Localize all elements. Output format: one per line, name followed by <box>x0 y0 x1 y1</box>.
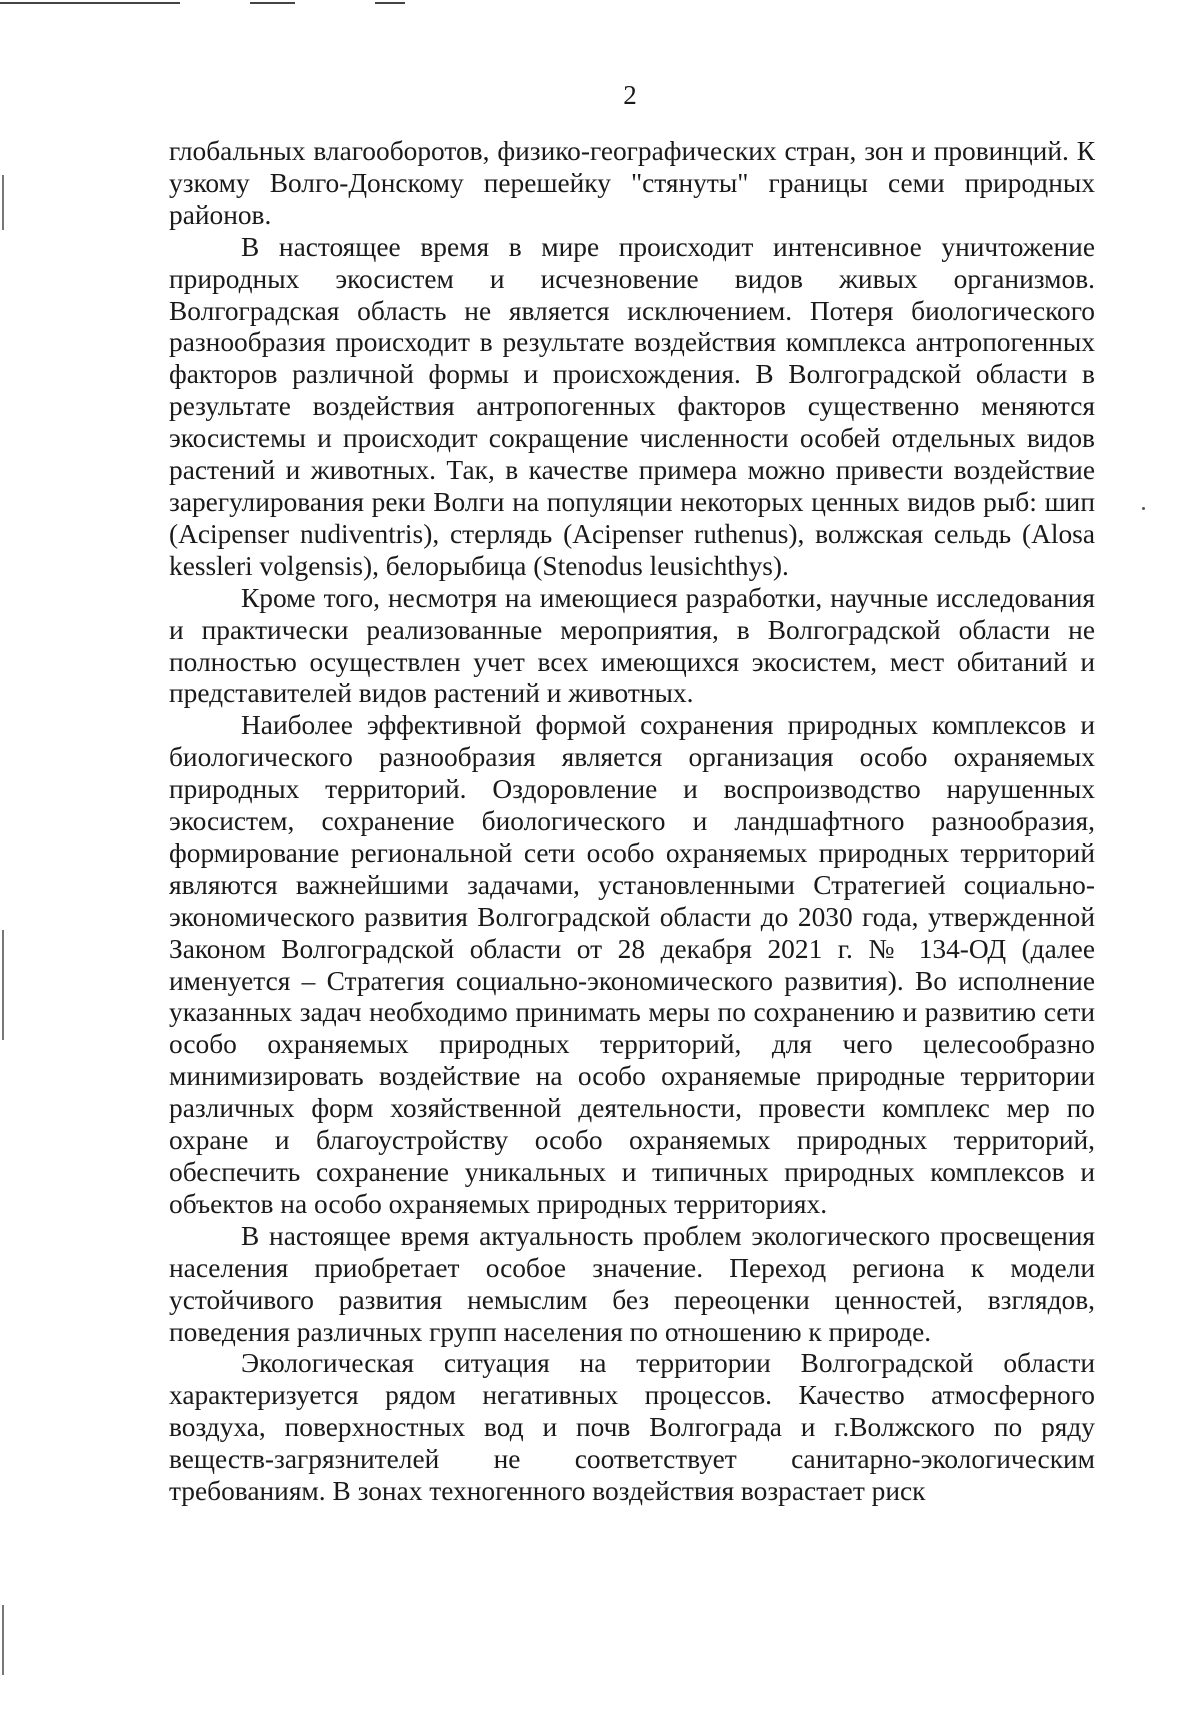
document-body <box>169 136 1095 1508</box>
paragraph: Наиболее эффективной формой сохранения природных комплексов и биологического разнообразия является организация особо охраняемых природных территорий. Оздоровление и воспроизводство нарушенных экосистем, сохранение биологического и ландшафтного разнообразия, формирование региональной сети особо охраняемых природных территорий являются важнейшими задачами, установленными Стратегией социально-экономического развития Волгоградской области до 2030 года, утвержденной Законом Волгоградской области от 28 декабря 2021 г. № 134-ОД (далее именуется – Стратегия социально-экономического развития). Во исполнение указанных задач необходимо принимать меры по сохранению и развитию сети особо охраняемых природных территорий, для чего целесообразно минимизировать воздействие на особо охраняемые природные территории различных форм хозяйственной деятельности, провести комплекс мер по охране и благоустройству особо охраняемых природных территорий, обеспечить сохранение уникальных и типичных природных комплексов и объектов на особо охраняемых природных территориях. <box>169 710 1095 1219</box>
paragraph: В настоящее время в мире происходит интенсивное уничтожение природных экосистем и исчезновение видов живых организмов. Волгоградская область не является исключением. Потеря биологического разнообразия происходит в результате воздействия комплекса антропогенных факторов различной формы и происхождения. В Волгоградской области в результате воздействия антропогенных факторов существенно меняются экосистемы и происходит сокращение численности особей отдельных видов растений и животных. Так, в качестве примера можно привести воздействие зарегулирования реки Волги на популяции некоторых ценных видов рыб: шип (Acipenser nudiventris), стерлядь (Acipenser ruthenus), волжская сельдь (Alosa kessleri volgensis), белорыбица (Stenodus leusichthys). <box>169 231 1095 581</box>
page-number: 2 <box>623 80 637 110</box>
paragraph: В настоящее время актуальность проблем экологического просвещения населения приобретает особое значение. Переход региона к модели устойчивого развития немыслим без переоценки ценностей, взглядов, поведения различных групп населения по отношению к природе. <box>169 1220 1095 1347</box>
scan-edge-line <box>375 2 405 4</box>
paragraph: Экологическая ситуация на территории Волгоградской области характеризуется рядом негативных процессов. Качество атмосферного воздуха, поверхностных вод и почв Волгограда и г.Волжского по ряду веществ-загрязнителей не соответствует санитарно-экологическим требованиям. В зонах техногенного воздействия возрастает риск <box>169 1348 1095 1507</box>
scan-edge-line <box>0 2 180 4</box>
scan-edge-mark <box>2 930 4 1040</box>
scan-edge-line <box>250 2 295 4</box>
scan-speck <box>1142 507 1145 510</box>
paragraph: Кроме того, несмотря на имеющиеся разработки, научные исследования и практически реализованные мероприятия, в Волгоградской области не полностью осуществлен учет всех имеющихся экосистем, мест обитаний и представителей видов растений и животных. <box>169 582 1095 709</box>
scan-edge-mark <box>2 175 4 230</box>
scan-edge-mark <box>2 1605 4 1675</box>
paragraph: глобальных влагооборотов, физико-географических стран, зон и провинций. К узкому Волго-Донскому перешейку "стянуты" границы семи природных районов. <box>169 136 1095 230</box>
